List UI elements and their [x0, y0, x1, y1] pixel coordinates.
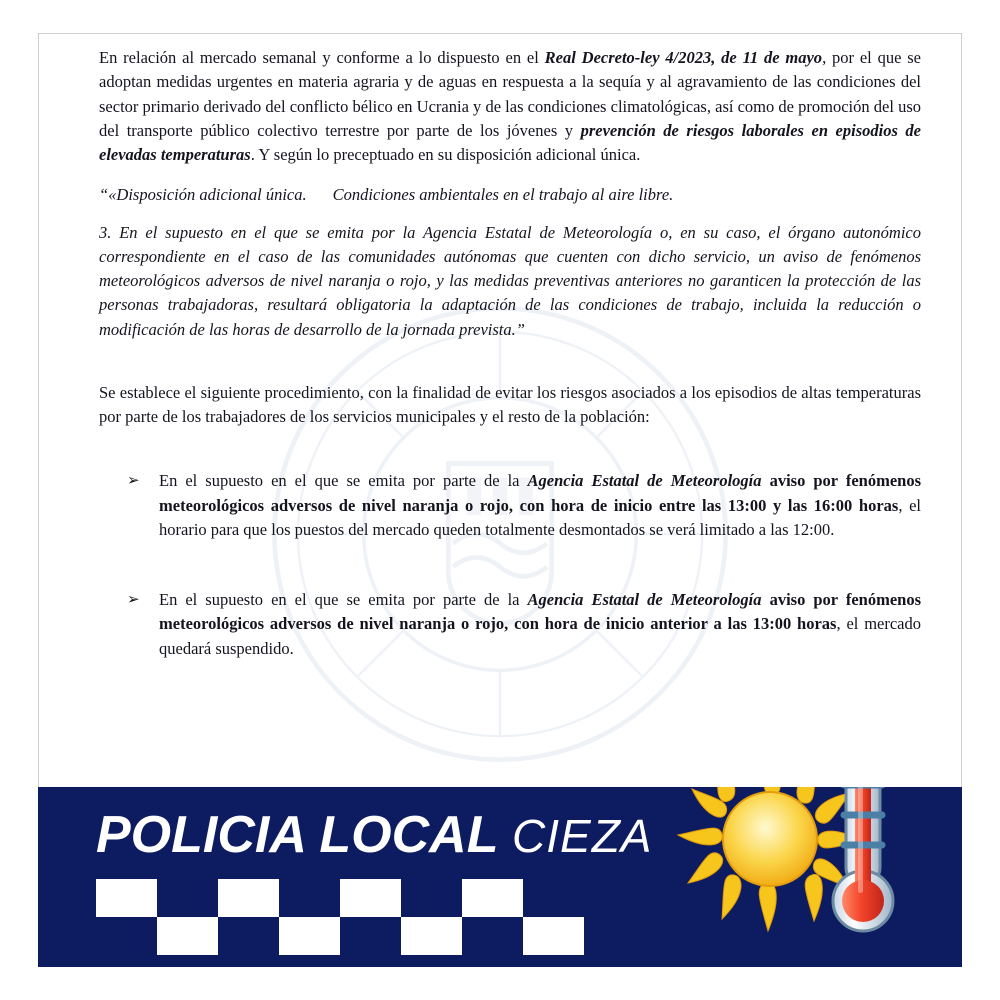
thermometer-icon — [833, 787, 893, 931]
bullet-1-bold: aviso por fenómenos meteorológicos adversos de nivel naranja o rojo, con hora de inicio entre las 13:00 y las 16:00 horas — [159, 471, 921, 515]
bullet-2-bold: aviso por fenómenos meteorológicos adversos de nivel naranja o rojo, con hora de inicio anterior a las 13:00 horas — [159, 590, 921, 634]
banner-title-bold: POLICIA LOCAL — [96, 806, 498, 864]
bullet-2-space — [762, 590, 770, 609]
arrow-bullet-icon: ➢ — [127, 471, 140, 490]
procedure-intro-paragraph: Se establece el siguiente procedimiento, con la finalidad de evitar los riesgos asociados a los episodios de altas temperaturas por parte de los trabajadores de los servicios municipales y el resto de la población: — [99, 382, 921, 426]
bullet-2-text-1: En el supuesto en el que se emita por parte de la — [159, 590, 528, 609]
banner-title — [96, 805, 652, 865]
bullet-1-text-1: En el supuesto en el que se emita por parte de la — [159, 471, 528, 491]
paragraph-1-bold-1: Real Decreto-ley 4/2023, de 11 de mayo — [544, 48, 823, 67]
list-item — [99, 588, 921, 661]
bullet-2-text-3: , el mercado quedará suspendido. — [159, 614, 922, 658]
paragraph-1-text-2: , por el que se adoptan medidas urgentes en materia agraria y de aguas en respuesta a la sequía y al agravamiento de las condiciones del sector primario derivado del conflicto bélico en Ucrania y de las condiciones climatológicas, así como de promoción del uso del transporte público colectivo terrestre por parte de los jóvenes y — [99, 48, 921, 140]
checkerboard-stripe — [96, 879, 586, 955]
quote-heading — [99, 183, 921, 207]
bullet-1-agency: Agencia Estatal de Meteorología — [527, 471, 762, 491]
paragraph-1-text-1: En relación al mercado semanal y conforme a lo dispuesto en el — [99, 48, 545, 67]
bullet-1-text-3: , el horario para que los puestos del mercado queden totalmente desmontados se verá limitado a las 12:00. — [159, 495, 921, 539]
paragraph-1-text-3: . Y según lo preceptuado en su disposición adicional única. — [250, 145, 641, 164]
quote-heading-right: Condiciones ambientales en el trabajo al aire libre. — [332, 185, 674, 205]
police-banner — [38, 787, 962, 967]
banner-title-light: CIEZA — [512, 810, 653, 862]
numbered-paragraph-3: 3. En el supuesto en el que se emita por la Agencia Estatal de Meteorología o, en su caso, el órgano autonómico correspondiente en el caso de las comunidades autónomas que cuenten con dicho servicio, un aviso de fenómenos meteorológicos adversos de nivel naranja o rojo, y las medidas preventivas anteriores no garanticen la protección de las personas trabajadoras, resultará obligatoria la adaptación de las condiciones de trabajo, incluida la reducción o modificación de las horas de desarrollo de la jornada prevista.” — [99, 222, 921, 339]
bullet-list — [99, 469, 921, 661]
heat-warning-graphic — [672, 787, 922, 949]
paragraph-legal-reference — [99, 46, 921, 167]
vertical-spacer — [99, 355, 921, 381]
list-item — [99, 469, 921, 542]
paragraph-1-bold-2: prevención de riesgos laborales en episodios de elevadas temperaturas — [99, 120, 921, 164]
bullet-1-space — [762, 471, 770, 490]
arrow-bullet-icon: ➢ — [127, 590, 140, 608]
quote-heading-left: “«Disposición adicional única. — [99, 185, 307, 205]
document-body — [39, 34, 961, 661]
bullet-2-agency: Agencia Estatal de Meteorología — [527, 590, 762, 609]
